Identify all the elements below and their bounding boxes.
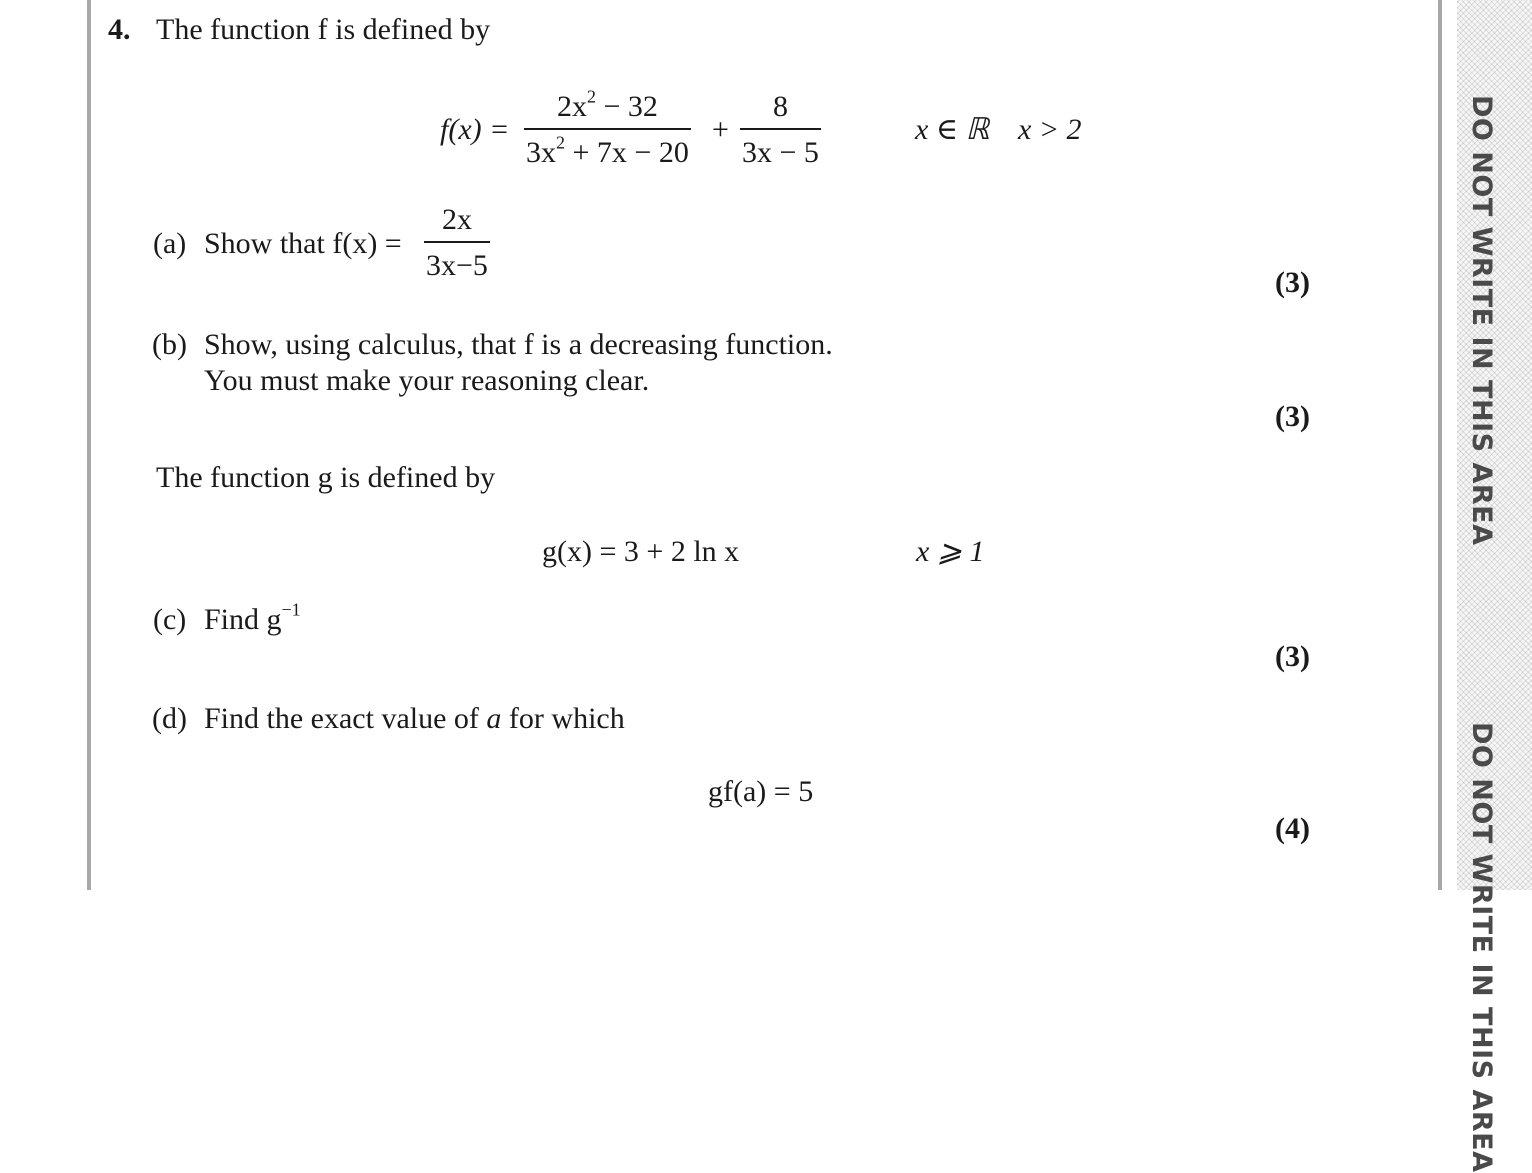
part-a-denominator: 3x−5: [426, 249, 488, 282]
fraction-bar: [424, 241, 490, 243]
part-d-label: (d): [152, 702, 187, 735]
part-d-marks: (4): [1275, 812, 1310, 845]
part-a-fraction: [424, 205, 490, 281]
part-b-line-2: You must make your reasoning clear.: [204, 364, 650, 397]
f-fraction-2: [740, 92, 821, 168]
part-d-equation: gf(a) = 5: [708, 775, 814, 808]
left-margin-line: [87, 0, 91, 890]
f-fraction-2-denominator: 3x − 5: [742, 136, 819, 169]
plus-sign: +: [712, 113, 729, 146]
f-domain-reals: x ∈ ℝ: [915, 113, 990, 146]
part-d-text: Find the exact value of a for which: [204, 702, 625, 735]
part-c-label: (c): [153, 603, 187, 636]
g-expression: g(x) = 3 + 2 ln x: [542, 535, 740, 568]
f-fraction-1-denominator: $3x^2 + 7x - 20$: [526, 132, 689, 169]
part-c-marks: (3): [1275, 640, 1310, 673]
fraction-bar: [740, 128, 821, 130]
part-a-numerator: 2x: [441, 203, 472, 236]
part-b-label: (b): [152, 328, 187, 361]
f-lhs: f(x) =: [440, 113, 510, 146]
part-c-text: Find $g^{-1}$: [204, 599, 301, 636]
part-b-line-1: Show, using calculus, that f is a decreasing function.: [204, 328, 833, 361]
part-b-marks: (3): [1275, 400, 1310, 433]
g-domain: x ⩾ 1: [916, 535, 985, 568]
fraction-bar: [524, 128, 691, 130]
g-intro: The function g is defined by: [156, 461, 496, 494]
question-number: 4.: [108, 13, 131, 46]
part-a-text: Show that f(x) =: [204, 227, 402, 260]
f-domain-condition: x > 2: [1018, 113, 1082, 146]
f-fraction-2-numerator: 8: [772, 90, 788, 123]
f-fraction-1-numerator: $2x^2 - 32$: [556, 86, 658, 123]
part-a-label: (a): [153, 227, 187, 260]
part-a-marks: (3): [1275, 266, 1310, 299]
f-fraction-1: [524, 86, 691, 169]
right-margin-line: [1438, 0, 1442, 890]
question-intro: The function f is defined by: [156, 13, 491, 46]
